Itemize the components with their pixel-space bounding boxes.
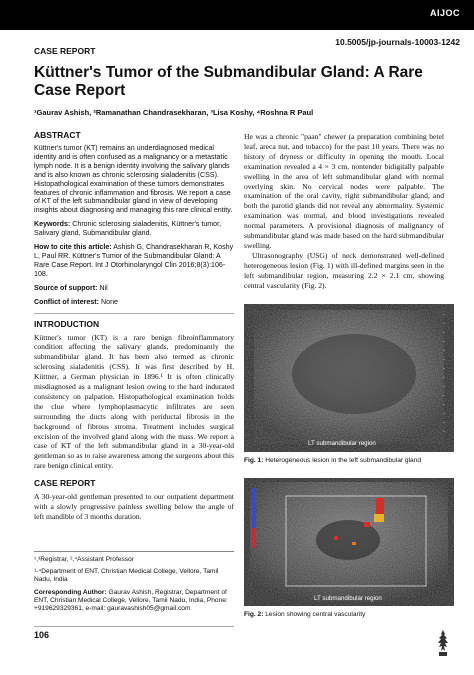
citation-text: Ashish G, Chandrasekharan R, Koshy L, Paul RR. Küttner's Tumor of the Submandibular Gland: A Rare Case Report. Int J Otorhinolaryngol Clin 2016;8(3):106-108. (34, 243, 234, 278)
case-details-text: He was a chronic "paan" chewer (a preparation combining betel leaf, areca nut, and tobacco) for the past 10 years. There was no history of dryness or difficulty in opening the mouth. Local examination revealed a 4 × 3 cm, nontender bidigitally palpable swelling in the area of left submandibular gland with normal overlying skin. No cervical nodes were palpable. The examination of the oral cavity, right submandibular gland, and both the parotid glands did not reveal any abnormality. Systemic examination was normal, and blood investigations revealed normal parameters. A provisional diagnosis of malignancy of submandibular gland was made based on the hard submandibular swelling. (244, 132, 444, 250)
page-divider (34, 626, 234, 627)
introduction-heading: INTRODUCTION (34, 318, 100, 329)
figure-1-ultrasound-image (244, 304, 454, 452)
doi: 10.5005/jp-journals-10003-1242 (335, 37, 460, 47)
conflict-of-interest (34, 298, 234, 307)
affiliation-department: ¹-⁴Department of ENT, Christian Medical College, Vellore, Tamil Nadu, India (34, 568, 219, 584)
figure-2-caption-text: Lesion showing central vascularity (265, 611, 366, 618)
ultrasound-findings-text: Ultrasonography (USG) of neck demonstrated well-defined heterogeneous lesion (Fig. 1) with ill-defined margins seen in the left submandibular region, measuring 2.2 × 2.1 cm, showing central vascularity (Fig. 2). (244, 250, 444, 290)
figure-1-image-label: LT submandibular region (308, 440, 376, 447)
conflict-label: Conflict of interest: (34, 297, 100, 306)
article-title: Küttner's Tumor of the Submandibular Gland: A Rare Case Report (34, 64, 423, 99)
support-text: Nil (99, 283, 108, 292)
keywords-label: Keywords: (34, 220, 71, 229)
publisher-logo-icon (435, 628, 451, 658)
article-type: CASE REPORT (34, 46, 96, 56)
citation-label: How to cite this article: (34, 243, 112, 252)
figure-2-image-label: LT submandibular region (314, 595, 382, 602)
figure-2-doppler-image (244, 478, 454, 606)
abstract-heading: ABSTRACT (34, 130, 81, 140)
figure-1-caption-label: Fig. 1: (244, 457, 264, 464)
conflict-text: None (101, 297, 118, 306)
figure-1-caption-text: Heterogeneous lesion in the left submandibular gland (265, 457, 422, 464)
ultrasound-image-2 (244, 478, 454, 606)
page-number: 106 (34, 630, 50, 640)
figure-2-caption-label: Fig. 2: (244, 611, 264, 618)
source-of-support (34, 284, 234, 293)
corresponding-author (34, 589, 234, 614)
support-label: Source of support: (34, 283, 98, 292)
abstract-text: Küttner's tumor (KT) remains an underdiagnosed medical identity and is often confused as a malignancy or a metastatic lymph node. It is a benign identity involving the salivary glands and is also known as chronic sclerosing sialadenitis (CSS). Histopathological examination of these tumors demonstrates features of chronic inflammation and fibrosis. We report a case of KT of the left submandibular gland in view of developing insights about diagnosing and managing this rare clinical entity. (34, 144, 233, 215)
case-report-text: A 30-year-old gentleman presented to our outpatient department with a slowly progressive painless swelling below the angle of left mandible of 3 months duration. (34, 492, 234, 521)
footnotes (34, 551, 234, 617)
journal-name: AIJOC (429, 8, 460, 18)
introduction-text: Küttner's tumor (KT) is a rare benign fibroinflammatory condition affecting the salivary glands, predominantly the submandibular gland. It has been also termed as chronic sclerosing sialadenitis (CSS). It was first described by H. Küttner, a German physician in 1896.¹ It is often clinically misdiagnosed as a malignant lesion owing to the hard indurated consistency on palpation. Histopathological examination holds the clue where lymphoplasmacytic infiltrates are seen surrounding the ducts along with periductal fibrosis in the background of fibrous stroma. Treatment includes surgical excision of the involved gland along with the mass. We report a case of KT of the left submandibular gland in a 30-year-old gentleman so as to raise awareness among the surgeons about this rare benign clinical entity. (34, 332, 234, 471)
keywords (34, 220, 234, 238)
divider (34, 313, 234, 314)
ultrasound-image-1 (244, 304, 454, 452)
keywords-text: Chronic sclerosing sialadenitis, Küttner's tumor, Salivary gland, Submandibular gland. (34, 220, 222, 238)
affiliation-roles: ¹,³Registrar, ²,⁴Assistant Professor (34, 556, 134, 563)
footnote-divider (34, 551, 234, 552)
case-report-heading: CASE REPORT (34, 478, 96, 489)
figure-1-caption (244, 457, 459, 464)
author-list: ¹Gaurav Ashish, ²Ramanathan Chandrasekharan, ³Lisa Koshy, ⁴Roshna R Paul (34, 108, 314, 117)
left-column (34, 130, 234, 522)
right-column (244, 132, 444, 291)
corresponding-label: Corresponding Author: (34, 588, 107, 596)
journal-header-bar (0, 0, 474, 30)
citation (34, 243, 234, 279)
figure-2-caption (244, 611, 459, 618)
corresponding-text: Gaurav Ashish, Registrar, Department of ENT, Christian Medical College, Vellore, Tamil Nadu, India, Phone: +919629329361, e-mail: gauravashish05@gmail.com (34, 588, 228, 613)
